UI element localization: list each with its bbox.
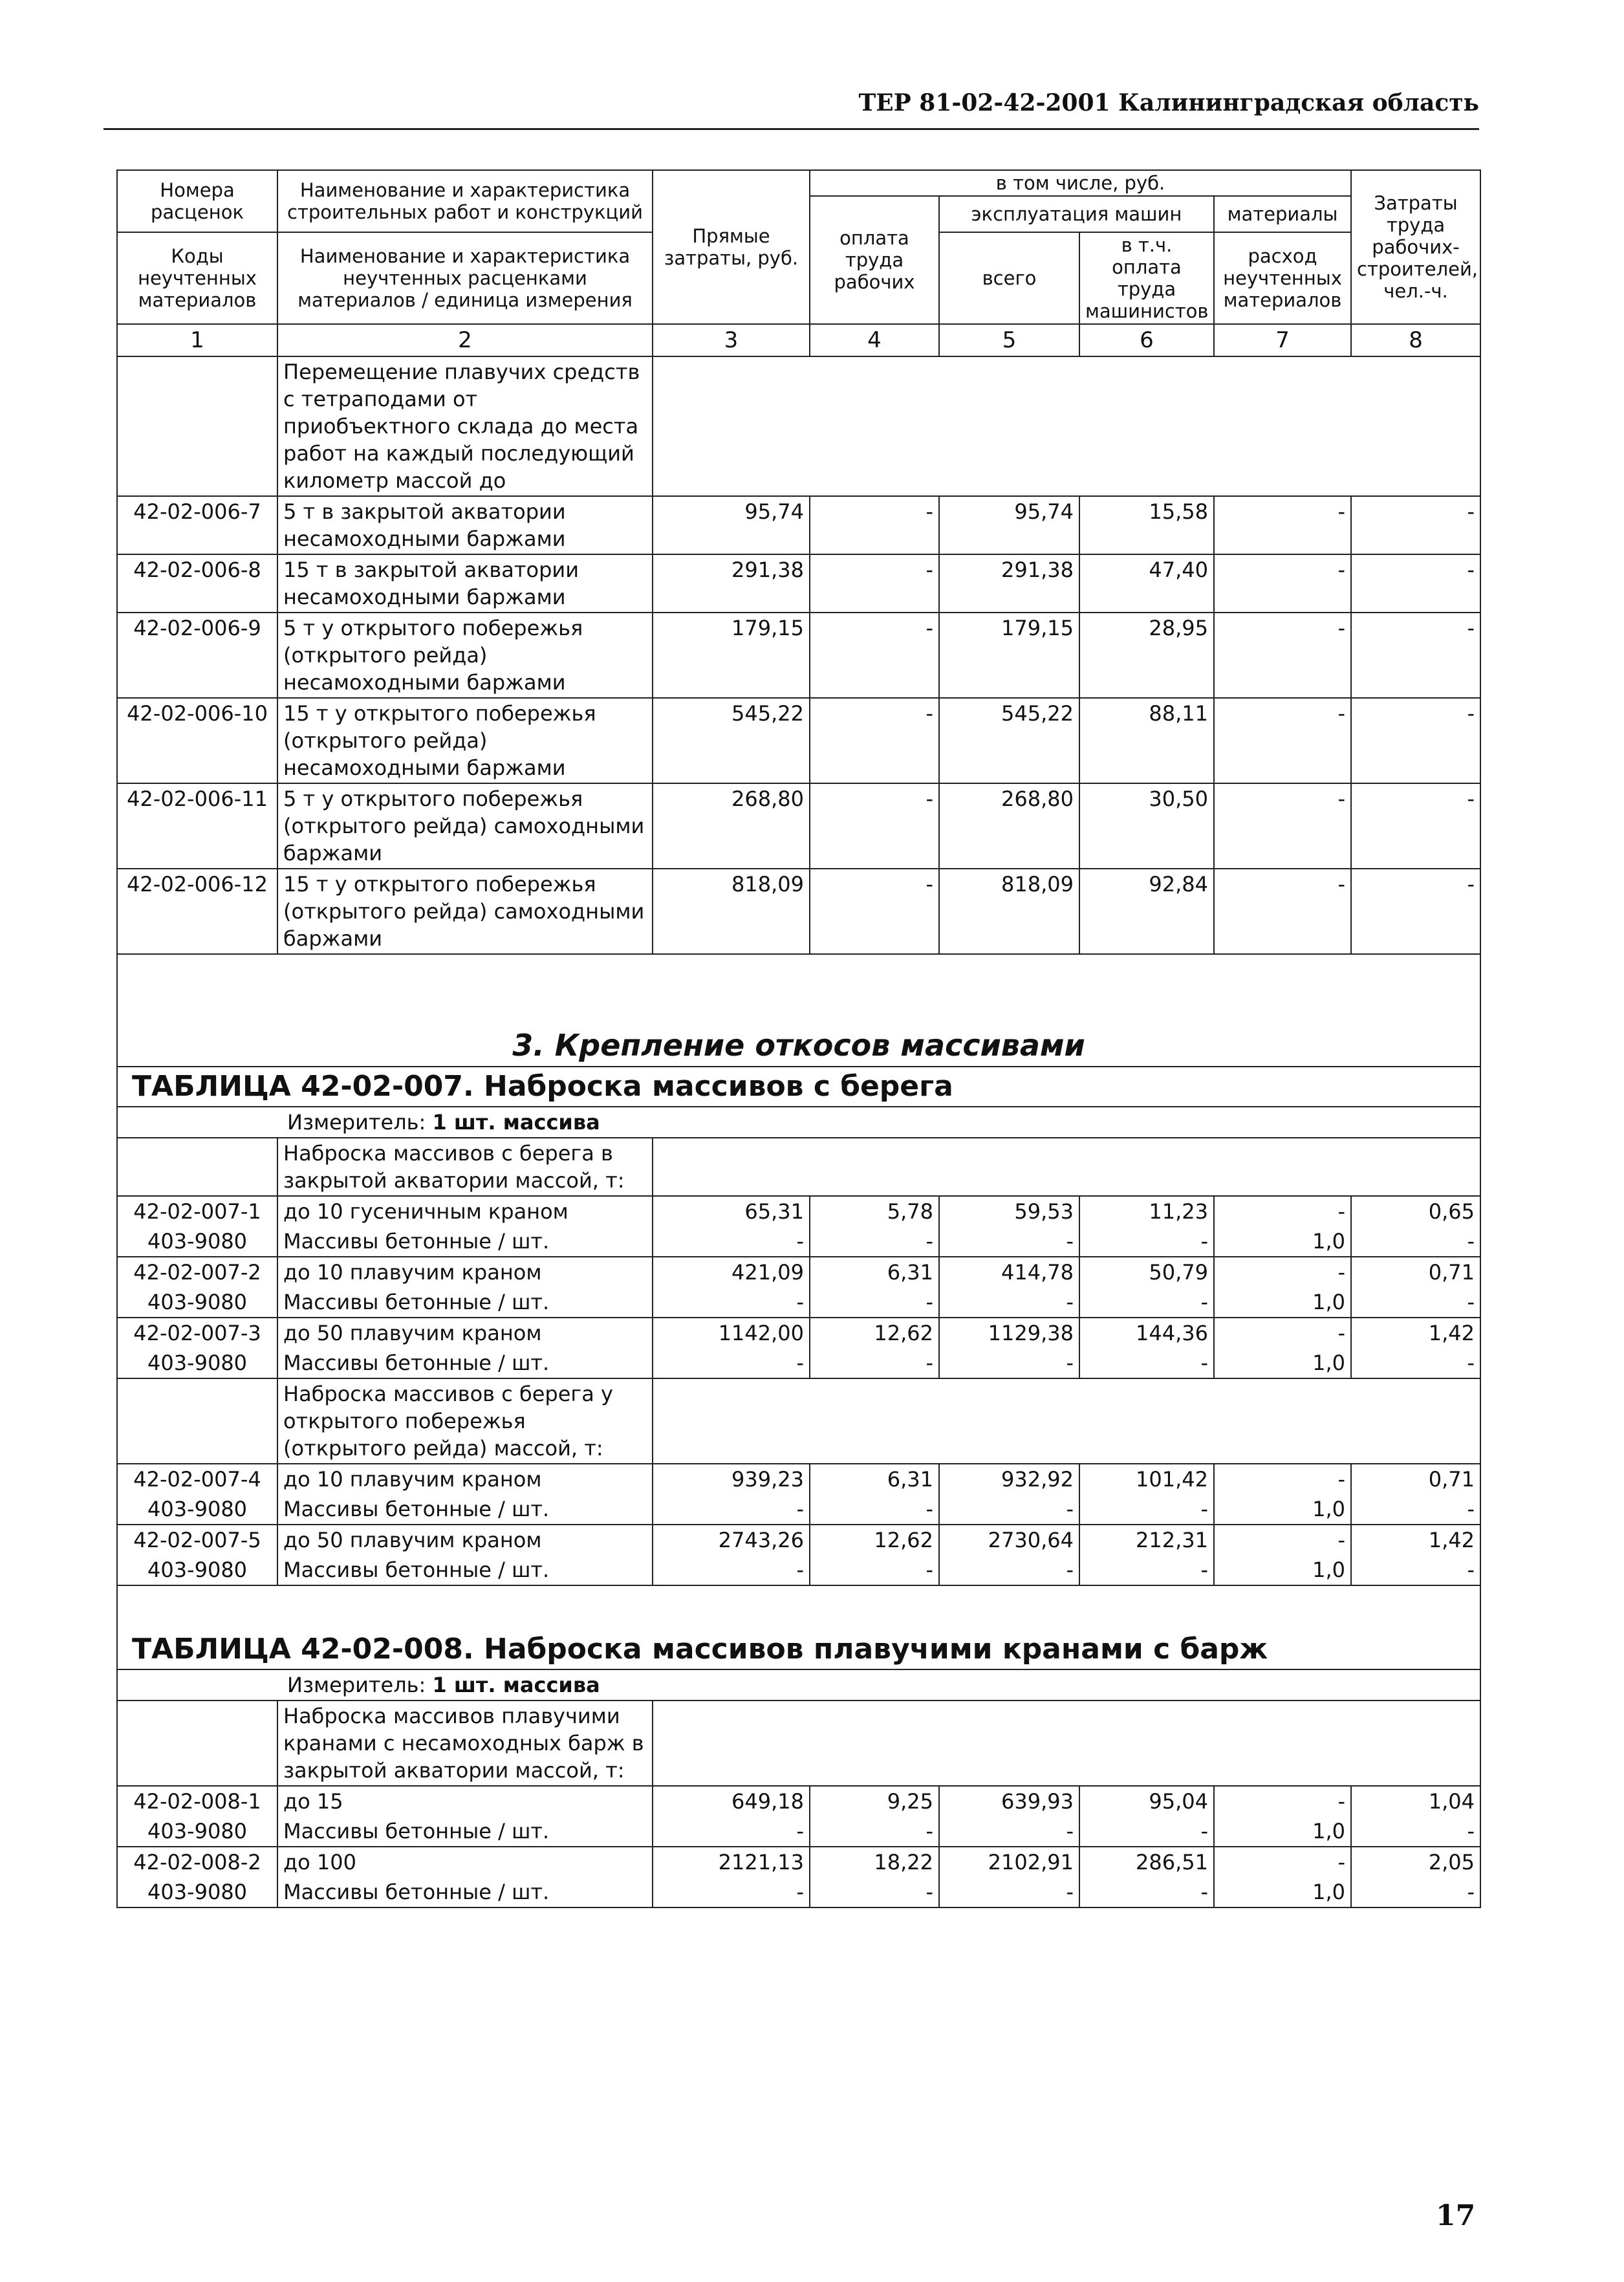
document-title: ТЕР 81-02-42-2001 Калининградская область <box>858 89 1479 116</box>
value-c5: 545,22 <box>939 698 1079 783</box>
value-c6: 88,11 <box>1079 698 1214 783</box>
material-value-m6: - <box>1079 1494 1214 1525</box>
material-name: Массивы бетонные / шт. <box>277 1877 653 1907</box>
value-c3: 291,38 <box>653 554 810 613</box>
material-value-m7: 1,0 <box>1214 1348 1351 1378</box>
work-name: до 15 <box>277 1786 653 1816</box>
value-c8: - <box>1351 496 1480 554</box>
value-c8: 2,05 <box>1351 1847 1480 1877</box>
table-row <box>117 1525 1480 1555</box>
empty-code-cell <box>117 356 277 496</box>
value-c5: 414,78 <box>939 1257 1079 1287</box>
measure-label: Измеритель: <box>287 1110 426 1135</box>
value-c8: 1,42 <box>1351 1525 1480 1555</box>
value-c6: 30,50 <box>1079 783 1214 869</box>
value-c4: 9,25 <box>810 1786 939 1816</box>
work-name: до 10 гусеничным краном <box>277 1196 653 1226</box>
material-row <box>117 1226 1480 1257</box>
value-c5: 59,53 <box>939 1196 1079 1226</box>
material-code: 403-9080 <box>117 1877 277 1907</box>
column-number: 7 <box>1214 324 1351 356</box>
material-value-m7: 1,0 <box>1214 1287 1351 1318</box>
material-value-m6: - <box>1079 1348 1214 1378</box>
col-header-machines-total: всего <box>939 232 1079 324</box>
material-code: 403-9080 <box>117 1226 277 1257</box>
value-c3: 268,80 <box>653 783 810 869</box>
material-value-m7: 1,0 <box>1214 1226 1351 1257</box>
table7-intro-b-row <box>117 1378 1480 1464</box>
material-value-m8: - <box>1351 1287 1480 1318</box>
work-name: 5 т у открытого побережья (открытого рейда) самоходными баржами <box>277 783 653 869</box>
value-c6: 47,40 <box>1079 554 1214 613</box>
material-value-m6: - <box>1079 1226 1214 1257</box>
column-number: 5 <box>939 324 1079 356</box>
material-name: Массивы бетонные / шт. <box>277 1816 653 1847</box>
table-7-title: ТАБЛИЦА 42-02-007. Наброска массивов с берега <box>117 1067 1480 1107</box>
material-value-m8: - <box>1351 1877 1480 1907</box>
material-code: 403-9080 <box>117 1287 277 1318</box>
value-c8: - <box>1351 613 1480 698</box>
value-c7: - <box>1214 869 1351 954</box>
page-number: 17 <box>1436 2199 1476 2232</box>
col-header-materials: материалы <box>1214 196 1351 232</box>
work-name: 15 т у открытого побережья (открытого рейда) несамоходными баржами <box>277 698 653 783</box>
material-value-m8: - <box>1351 1348 1480 1378</box>
material-code: 403-9080 <box>117 1348 277 1378</box>
value-c6: 15,58 <box>1079 496 1214 554</box>
material-value-m4: - <box>810 1816 939 1847</box>
value-c4: 12,62 <box>810 1318 939 1348</box>
value-c3: 2743,26 <box>653 1525 810 1555</box>
empty-cells <box>653 356 1480 496</box>
value-c7: - <box>1214 496 1351 554</box>
table-row <box>117 698 1480 783</box>
section-title: 3. Крепление откосов массивами <box>117 954 1480 1067</box>
empty-cells <box>653 1138 1480 1196</box>
value-c7: - <box>1214 698 1351 783</box>
value-c7: - <box>1214 1257 1351 1287</box>
empty-cells <box>653 1701 1480 1786</box>
table-row <box>117 1786 1480 1816</box>
rate-code: 42-02-007-3 <box>117 1318 277 1348</box>
material-name: Массивы бетонные / шт. <box>277 1494 653 1525</box>
group-intro-text: Наброска массивов плавучими кранами с несамоходных барж в закрытой акватории массой, т: <box>277 1701 653 1786</box>
col-header-labor: Затраты труда рабочих-строителей, чел.-ч. <box>1351 170 1480 324</box>
value-c5: 291,38 <box>939 554 1079 613</box>
material-code: 403-9080 <box>117 1816 277 1847</box>
value-c4: 5,78 <box>810 1196 939 1226</box>
value-c5: 932,92 <box>939 1464 1079 1494</box>
column-number-row <box>117 324 1480 356</box>
work-name: 15 т в закрытой акватории несамоходными баржами <box>277 554 653 613</box>
material-value-m5: - <box>939 1555 1079 1585</box>
value-c7: - <box>1214 1464 1351 1494</box>
material-value-m8: - <box>1351 1226 1480 1257</box>
column-number: 1 <box>117 324 277 356</box>
material-name: Массивы бетонные / шт. <box>277 1287 653 1318</box>
table-row <box>117 1257 1480 1287</box>
work-name: 15 т у открытого побережья (открытого рейда) самоходными баржами <box>277 869 653 954</box>
value-c6: 95,04 <box>1079 1786 1214 1816</box>
value-c7: - <box>1214 1196 1351 1226</box>
col-header-operator-pay: в т.ч. оплата труда машинистов <box>1079 232 1214 324</box>
value-c5: 268,80 <box>939 783 1079 869</box>
material-value-m6: - <box>1079 1877 1214 1907</box>
work-name: до 10 плавучим краном <box>277 1464 653 1494</box>
material-row <box>117 1877 1480 1907</box>
material-name: Массивы бетонные / шт. <box>277 1555 653 1585</box>
rate-code: 42-02-007-2 <box>117 1257 277 1287</box>
col-header-codes: Номера расценок <box>117 170 277 232</box>
value-c6: 11,23 <box>1079 1196 1214 1226</box>
value-c7: - <box>1214 613 1351 698</box>
table-7-title-row <box>117 1067 1480 1107</box>
material-value-m8: - <box>1351 1816 1480 1847</box>
group1-intro-row <box>117 356 1480 496</box>
work-name: до 10 плавучим краном <box>277 1257 653 1287</box>
value-c6: 286,51 <box>1079 1847 1214 1877</box>
value-c5: 2102,91 <box>939 1847 1079 1877</box>
column-number: 3 <box>653 324 810 356</box>
empty-code-cell <box>117 1138 277 1196</box>
value-c6: 144,36 <box>1079 1318 1214 1348</box>
value-c6: 101,42 <box>1079 1464 1214 1494</box>
value-c5: 1129,38 <box>939 1318 1079 1348</box>
value-c4: - <box>810 698 939 783</box>
table-row <box>117 1318 1480 1348</box>
value-c3: 65,31 <box>653 1196 810 1226</box>
value-c5: 818,09 <box>939 869 1079 954</box>
rate-code: 42-02-006-12 <box>117 869 277 954</box>
table-row <box>117 554 1480 613</box>
value-c7: - <box>1214 1847 1351 1877</box>
value-c7: - <box>1214 783 1351 869</box>
table-7-measure-row <box>117 1107 1480 1138</box>
value-c3: 2121,13 <box>653 1847 810 1877</box>
material-row <box>117 1816 1480 1847</box>
material-value-m6: - <box>1079 1816 1214 1847</box>
material-row <box>117 1494 1480 1525</box>
value-c4: - <box>810 496 939 554</box>
measure-label: Измеритель: <box>287 1673 426 1697</box>
column-number: 2 <box>277 324 653 356</box>
material-value-m5: - <box>939 1348 1079 1378</box>
value-c8: - <box>1351 869 1480 954</box>
price-table-frame <box>116 169 1480 1908</box>
rate-code: 42-02-006-9 <box>117 613 277 698</box>
table-row <box>117 1196 1480 1226</box>
measure-value: 1 шт. массива <box>432 1673 600 1697</box>
value-c4: 18,22 <box>810 1847 939 1877</box>
col-header-direct-costs: Прямые затраты, руб. <box>653 170 810 324</box>
value-c8: - <box>1351 783 1480 869</box>
table7-intro-a-row <box>117 1138 1480 1196</box>
col-header-material-usage: расход неучтенных материалов <box>1214 232 1351 324</box>
work-name: до 100 <box>277 1847 653 1877</box>
value-c3: 179,15 <box>653 613 810 698</box>
empty-cells <box>653 1378 1480 1464</box>
table-8-measure-row <box>117 1669 1480 1701</box>
work-name: 5 т у открытого побережья (открытого рейда) несамоходными баржами <box>277 613 653 698</box>
rate-code: 42-02-007-4 <box>117 1464 277 1494</box>
table8-intro-row <box>117 1701 1480 1786</box>
material-row <box>117 1555 1480 1585</box>
value-c8: - <box>1351 554 1480 613</box>
table-row <box>117 496 1480 554</box>
material-value-m5: - <box>939 1226 1079 1257</box>
column-number: 8 <box>1351 324 1480 356</box>
table-row <box>117 869 1480 954</box>
rate-code: 42-02-008-1 <box>117 1786 277 1816</box>
value-c7: - <box>1214 1525 1351 1555</box>
material-value-m7: 1,0 <box>1214 1555 1351 1585</box>
table-8-measure <box>117 1669 1480 1701</box>
rate-code: 42-02-007-1 <box>117 1196 277 1226</box>
material-value-m4: - <box>810 1877 939 1907</box>
value-c5: 639,93 <box>939 1786 1079 1816</box>
material-name: Массивы бетонные / шт. <box>277 1226 653 1257</box>
value-c4: 12,62 <box>810 1525 939 1555</box>
material-value-m8: - <box>1351 1494 1480 1525</box>
price-table <box>116 169 1481 1908</box>
value-c3: 939,23 <box>653 1464 810 1494</box>
rate-code: 42-02-006-8 <box>117 554 277 613</box>
material-value-m8: - <box>1351 1555 1480 1585</box>
col-header-including: в том числе, руб. <box>810 170 1351 196</box>
material-code: 403-9080 <box>117 1555 277 1585</box>
value-c3: 649,18 <box>653 1786 810 1816</box>
value-c4: - <box>810 554 939 613</box>
work-name: 5 т в закрытой акватории несамоходными баржами <box>277 496 653 554</box>
group-intro-text: Наброска массивов с берега в закрытой акватории массой, т: <box>277 1138 653 1196</box>
col-header-material-names: Наименование и характеристика неучтенных расценками материалов / единица измерения <box>277 232 653 324</box>
value-c5: 179,15 <box>939 613 1079 698</box>
value-c3: 1142,00 <box>653 1318 810 1348</box>
empty-code-cell <box>117 1378 277 1464</box>
material-value-m7: 1,0 <box>1214 1816 1351 1847</box>
table-8-title-row <box>117 1585 1480 1669</box>
value-c6: 92,84 <box>1079 869 1214 954</box>
table-8-title: ТАБЛИЦА 42-02-008. Наброска массивов плавучими кранами с барж <box>117 1585 1480 1669</box>
value-c6: 28,95 <box>1079 613 1214 698</box>
rate-code: 42-02-006-10 <box>117 698 277 783</box>
material-value-m7: 1,0 <box>1214 1877 1351 1907</box>
value-c8: 0,65 <box>1351 1196 1480 1226</box>
value-c3: 545,22 <box>653 698 810 783</box>
material-value-m3: - <box>653 1226 810 1257</box>
value-c5: 2730,64 <box>939 1525 1079 1555</box>
empty-code-cell <box>117 1701 277 1786</box>
rate-code: 42-02-007-5 <box>117 1525 277 1555</box>
value-c6: 212,31 <box>1079 1525 1214 1555</box>
material-value-m5: - <box>939 1877 1079 1907</box>
material-value-m3: - <box>653 1555 810 1585</box>
value-c8: - <box>1351 698 1480 783</box>
material-code: 403-9080 <box>117 1494 277 1525</box>
material-value-m5: - <box>939 1494 1079 1525</box>
material-row <box>117 1287 1480 1318</box>
material-value-m3: - <box>653 1287 810 1318</box>
col-header-material-codes: Коды неучтенных материалов <box>117 232 277 324</box>
rate-code: 42-02-008-2 <box>117 1847 277 1877</box>
table-row <box>117 1847 1480 1877</box>
column-number: 4 <box>810 324 939 356</box>
material-value-m6: - <box>1079 1287 1214 1318</box>
value-c7: - <box>1214 1318 1351 1348</box>
value-c7: - <box>1214 1786 1351 1816</box>
page-header <box>103 89 1479 130</box>
value-c8: 0,71 <box>1351 1464 1480 1494</box>
table-row <box>117 1464 1480 1494</box>
value-c4: 6,31 <box>810 1257 939 1287</box>
value-c8: 1,42 <box>1351 1318 1480 1348</box>
group-intro-text: Перемещение плавучих средств с тетраподами от приобъектного склада до места работ на каждый последующий километр массой до <box>277 356 653 496</box>
material-value-m5: - <box>939 1816 1079 1847</box>
material-value-m3: - <box>653 1877 810 1907</box>
value-c7: - <box>1214 554 1351 613</box>
rate-code: 42-02-006-11 <box>117 783 277 869</box>
table-row <box>117 783 1480 869</box>
material-value-m3: - <box>653 1494 810 1525</box>
value-c4: - <box>810 783 939 869</box>
work-name: до 50 плавучим краном <box>277 1318 653 1348</box>
measure-value: 1 шт. массива <box>432 1110 600 1135</box>
value-c8: 1,04 <box>1351 1786 1480 1816</box>
table-row <box>117 613 1480 698</box>
col-header-worker-pay: оплата труда рабочих <box>810 196 939 324</box>
material-value-m4: - <box>810 1226 939 1257</box>
col-header-work: Наименование и характеристика строительных работ и конструкций <box>277 170 653 232</box>
material-row <box>117 1348 1480 1378</box>
value-c8: 0,71 <box>1351 1257 1480 1287</box>
material-value-m4: - <box>810 1494 939 1525</box>
material-value-m3: - <box>653 1816 810 1847</box>
value-c5: 95,74 <box>939 496 1079 554</box>
material-value-m4: - <box>810 1555 939 1585</box>
value-c3: 421,09 <box>653 1257 810 1287</box>
material-value-m6: - <box>1079 1555 1214 1585</box>
work-name: до 50 плавучим краном <box>277 1525 653 1555</box>
section-title-row <box>117 954 1480 1067</box>
value-c3: 95,74 <box>653 496 810 554</box>
value-c3: 818,09 <box>653 869 810 954</box>
material-name: Массивы бетонные / шт. <box>277 1348 653 1378</box>
material-value-m4: - <box>810 1287 939 1318</box>
material-value-m7: 1,0 <box>1214 1494 1351 1525</box>
table-7-measure <box>117 1107 1480 1138</box>
rate-code: 42-02-006-7 <box>117 496 277 554</box>
material-value-m3: - <box>653 1348 810 1378</box>
value-c4: - <box>810 613 939 698</box>
group-intro-text: Наброска массивов с берега у открытого побережья (открытого рейда) массой, т: <box>277 1378 653 1464</box>
material-value-m4: - <box>810 1348 939 1378</box>
material-value-m5: - <box>939 1287 1079 1318</box>
value-c4: 6,31 <box>810 1464 939 1494</box>
col-header-machines: эксплуатация машин <box>939 196 1214 232</box>
column-number: 6 <box>1079 324 1214 356</box>
value-c4: - <box>810 869 939 954</box>
value-c6: 50,79 <box>1079 1257 1214 1287</box>
